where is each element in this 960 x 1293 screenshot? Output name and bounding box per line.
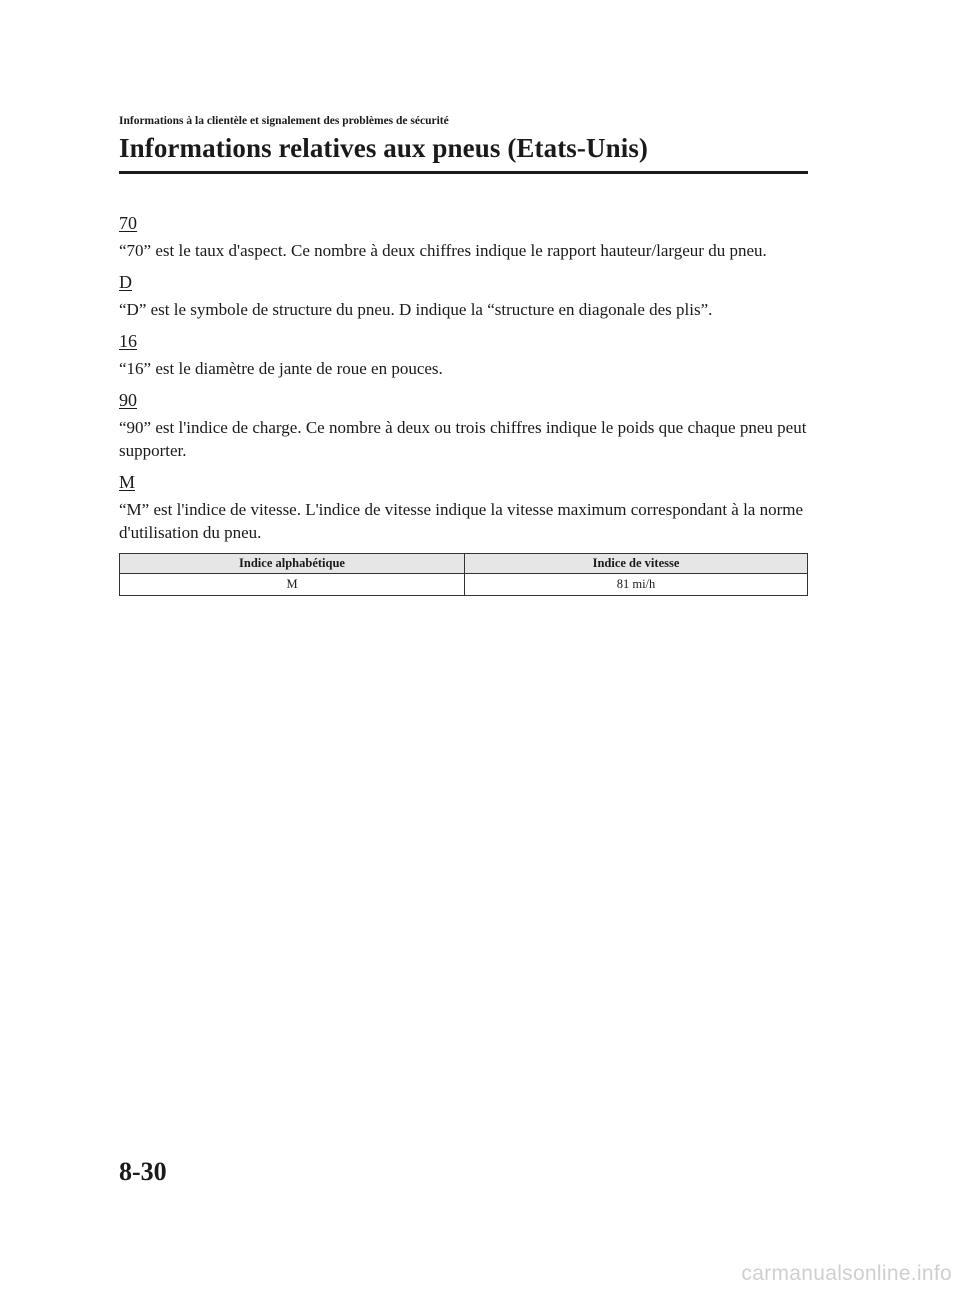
term-90: 90 [119, 390, 137, 410]
watermark: carmanualsonline.info [741, 1262, 952, 1285]
description-m: “M” est l'indice de vitesse. L'indice de vitesse indique la vitesse maximum correspondant à la norme d'utilisation du pneu. [119, 500, 804, 542]
description-d: “D” est le symbole de structure du pneu. D indique la “structure en diagonale des plis”. [119, 300, 713, 319]
table-row [120, 574, 808, 596]
page-number: 8-30 [119, 1157, 167, 1186]
term-d: D [119, 272, 132, 292]
term-m: M [119, 472, 136, 492]
description-70: “70” est le taux d'aspect. Ce nombre à deux chiffres indique le rapport hauteur/largeur du pneu. [119, 241, 767, 260]
header-letter-rating: Indice alphabétique [120, 554, 465, 574]
term-70: 70 [119, 213, 137, 233]
content [119, 212, 808, 596]
term-16: 16 [119, 331, 137, 351]
cell-letter: M [120, 574, 465, 596]
section-label: Informations à la clientèle et signalement des problèmes de sécurité [119, 115, 449, 127]
title-divider [119, 171, 808, 174]
table-header-row [120, 554, 808, 574]
cell-speed: 81 mi/h [465, 574, 808, 596]
description-16: “16” est le diamètre de jante de roue en pouces. [119, 359, 443, 378]
speed-rating-table [119, 553, 808, 596]
header-speed-rating: Indice de vitesse [465, 554, 808, 574]
description-90: “90” est l'indice de charge. Ce nombre à deux ou trois chiffres indique le poids que chaque pneu peut supporter. [119, 418, 807, 460]
chapter-title: Informations relatives aux pneus (Etats-Unis) [119, 133, 649, 163]
